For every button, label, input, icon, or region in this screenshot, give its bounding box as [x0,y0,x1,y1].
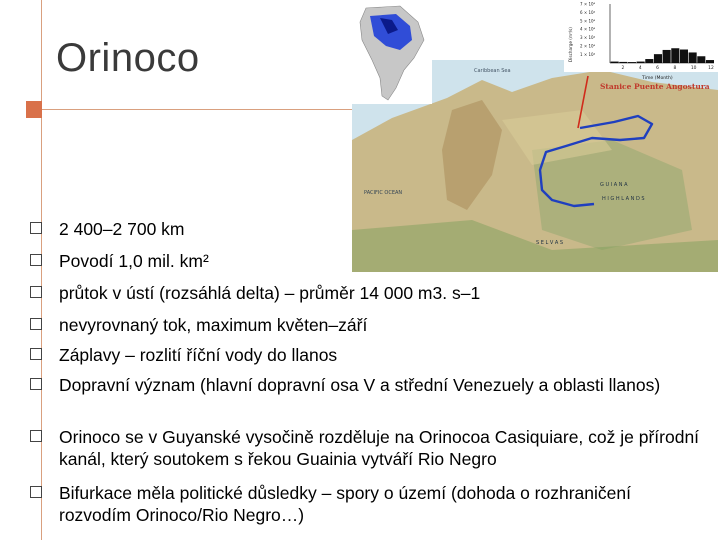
bullet-text: Bifurkace měla politické důsledky – spory o území (dohoda o rozhraničení rozvodím Orinoco/Rio Negro…) [59,483,631,525]
chart-bar-month-7 [663,50,671,63]
title-accent-block [26,101,42,118]
caribbean-label: Caribbean Sea [474,68,511,74]
chart-ytick-label: 2 × 10⁴ [580,43,596,49]
chart-bar-month-5 [645,59,653,63]
guiana-label: G U I A N A [600,182,628,188]
bullet-box-icon [30,286,42,298]
chart-ytick-label: 5 × 10⁴ [580,18,596,24]
bullet-box-icon [30,486,42,498]
chart-bar-month-10 [689,52,697,63]
chart-xtick-label: 8 [673,66,677,71]
chart-xtick-label: 10 [690,66,697,71]
bullet-box-icon [30,254,42,266]
chart-ytick-label: 4 × 10⁴ [580,26,596,32]
chart-xtick-label: 6 [656,66,659,71]
chart-bar-month-8 [671,48,679,63]
bullet-box-icon [30,348,42,360]
title-underline [42,109,352,110]
chart-bar-month-9 [680,50,688,63]
station-label: Stanice Puente Angostura [600,82,710,91]
bullet-text: Orinoco se v Guyanské vysočině rozděluje na Orinocoa Casiquiare, což je přírodní kanál, který soutokem s řekou Guainia vytváří Rio Negro [59,427,700,469]
chart-bar-month-12 [706,60,714,63]
chart-ylabel: Discharge (m³/s) [568,27,573,62]
bullet-text: 2 400–2 700 km [59,219,185,239]
bullet-text: Povodí 1,0 mil. km² [59,251,209,271]
chart-ytick-label: 7 × 10⁴ [580,1,596,7]
chart-xlabel: Time (Month) [642,76,673,81]
bullet-box-icon [30,378,42,390]
bullet-box-icon [30,222,42,234]
slide-title: Orinoco [56,36,200,80]
pacific-label: PACIFIC OCEAN [364,190,403,196]
left-divider-line [41,0,42,540]
chart-ytick-label: 1 × 10⁴ [580,51,596,57]
chart-ytick-label: 3 × 10⁴ [580,35,596,41]
highlands-label: H I G H L A N D S [602,196,645,202]
selvas-label: S E L V A S [536,240,564,246]
bullet-text: průtok v ústí (rozsáhlá delta) – průměr 14 000 m3. s–1 [59,283,481,303]
chart-bar-month-11 [697,56,705,63]
bullet-box-icon [30,318,42,330]
chart-bar-month-6 [654,54,662,63]
chart-xtick-label: 2 [621,66,625,71]
bullet-box-icon [30,430,42,442]
chart-xtick-label: 4 [638,66,642,71]
discharge-chart [564,0,718,81]
chart-xtick-label: 12 [708,66,714,71]
bullet-text: Záplavy – rozlití říční vody do llanos [59,345,338,365]
bullet-text: nevyrovnaný tok, maximum květen–září [59,315,368,335]
bullet-text: Dopravní význam (hlavní dopravní osa V a střední Venezuely a oblasti llanos) [59,375,661,395]
chart-ytick-label: 6 × 10⁴ [580,9,596,15]
